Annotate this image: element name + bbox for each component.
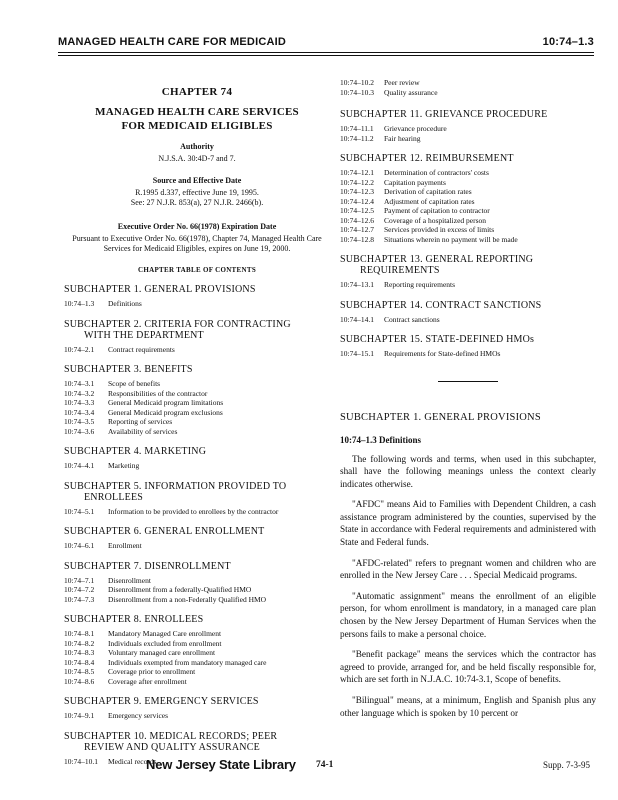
definition-paragraph: "AFDC" means Aid to Families with Dependent Children, a cash assistance program administered by the counties, supervised by the State in accordance with Federal requirements and administered with State and Federal funds.	[340, 499, 596, 548]
toc-entry-title: Quality assurance	[384, 87, 438, 97]
toc-entry	[64, 629, 330, 639]
toc-entry-number: 10:74–9.1	[64, 711, 95, 720]
toc-subchapter-entries	[64, 507, 330, 517]
toc-entry-title: Grievance procedure	[384, 124, 447, 133]
toc-entry-title: Mandatory Managed Care enrollment	[108, 629, 222, 638]
toc-entry	[340, 168, 596, 178]
toc-entry	[64, 345, 330, 355]
toc-entry	[340, 178, 596, 188]
definition-paragraph: "Automatic assignment" means the enrollment of an eligible person, for whom enrollment is mandatory, in a managed care plan chosen by the New Jersey Department of Human Services when the persons fails to make a personal choice.	[340, 590, 596, 639]
toc-left	[64, 284, 330, 766]
toc-entry	[340, 225, 596, 235]
toc-entry-title: Disenrollment	[108, 575, 151, 585]
toc-entry-title: General Medicaid program exclusions	[108, 407, 223, 417]
toc-entry-number: 10:74–12.7	[340, 225, 374, 234]
toc-entry	[64, 576, 330, 586]
toc-right-continued	[340, 78, 596, 97]
toc-entry	[64, 658, 330, 668]
toc-entry-number: 10:74–8.2	[64, 638, 95, 648]
toc-entry	[64, 585, 330, 595]
toc-entry-title: Medical records	[108, 756, 157, 766]
source-line1: R.1995 d.337, effective June 19, 1995.	[135, 188, 259, 197]
chapter-number: CHAPTER 74	[161, 86, 233, 98]
toc-entry-title: Coverage prior to enrollment	[108, 667, 196, 676]
toc-entry-number: 10:74–15.1	[340, 349, 374, 358]
toc-entry-title: Reporting requirements	[384, 280, 456, 289]
toc-entry-number: 10:74–8.6	[64, 676, 95, 686]
toc-subchapter-title-cont: REVIEW AND QUALITY ASSURANCE	[84, 741, 260, 753]
toc-entry-number: 10:74–10.1	[64, 756, 98, 766]
exec-order-text: Pursuant to Executive Order No. 66(1978), Chapter 74, Managed Health Care Services for Medicaid Eligibles, expires on June 19, 2000.	[72, 234, 322, 253]
toc-subchapter-title: SUBCHAPTER 2. CRITERIA FOR CONTRACTING	[64, 318, 291, 330]
toc-entry-number: 10:74–1.3	[64, 299, 95, 308]
toc-entry-title: Situations wherein no payment will be made	[384, 234, 518, 244]
toc-entry	[64, 379, 330, 389]
running-header	[58, 34, 594, 52]
toc-entry-title: Services provided in excess of limits	[384, 225, 495, 234]
toc-subchapter-title: SUBCHAPTER 9. EMERGENCY SERVICES	[64, 696, 259, 707]
toc-subchapter-entries	[340, 315, 596, 325]
toc-entry-number: 10:74–12.2	[340, 177, 374, 187]
toc-entry-title: Determination of contractors' costs	[384, 168, 489, 177]
toc-right	[340, 109, 596, 359]
toc-subchapter-title-cont: REQUIREMENTS	[360, 265, 440, 276]
toc-entry-title: Reporting of services	[108, 417, 173, 426]
toc-entry-title: Payment of capitation to contractor	[384, 206, 490, 215]
footer-library-stamp: New Jersey State Library	[146, 757, 296, 772]
toc-entry-number: 10:74–14.1	[340, 314, 374, 324]
toc-entry-number: 10:74–10.2	[340, 78, 374, 87]
toc-heading: CHAPTER TABLE OF CONTENTS	[137, 266, 257, 274]
toc-entry-number: 10:74–12.5	[340, 206, 374, 215]
toc-subchapter-title: SUBCHAPTER 8. ENROLLEES	[64, 614, 204, 625]
toc-entry-title: Contract sanctions	[384, 314, 440, 324]
toc-subchapter-title-cont: ENROLLEES	[84, 491, 144, 503]
toc-subchapter-entries	[64, 629, 330, 686]
toc-entry	[340, 88, 596, 98]
toc-subchapter-heading	[64, 526, 330, 537]
definition-paragraph: "AFDC-related" refers to pregnant women and children who are enrolled in the New Jersey Care . . . Special Medicaid programs.	[340, 557, 596, 581]
toc-subchapter-title-cont: WITH THE DEPARTMENT	[84, 329, 204, 341]
toc-entry-title: Peer review	[384, 78, 420, 87]
toc-subchapter-heading	[64, 731, 330, 753]
toc-entry-number: 10:74–12.8	[340, 234, 374, 244]
toc-subchapter-title: SUBCHAPTER 3. BENEFITS	[64, 364, 193, 375]
toc-entry-title: Adjustment of capitation rates	[384, 196, 475, 206]
toc-entry	[64, 417, 330, 427]
toc-subchapter-entries	[64, 345, 330, 355]
toc-subchapter-title: SUBCHAPTER 11. GRIEVANCE PROCEDURE	[340, 109, 548, 120]
toc-entry-number: 10:74–13.1	[340, 280, 374, 289]
toc-entry-number: 10:74–12.1	[340, 168, 374, 177]
toc-entry	[340, 315, 596, 325]
toc-entry-number: 10:74–3.2	[64, 388, 95, 398]
toc-entry-number: 10:74–8.1	[64, 629, 95, 638]
toc-entry-number: 10:74–2.1	[64, 344, 95, 354]
toc-entry-title: Contract requirements	[108, 344, 175, 354]
toc-entry-title: Responsibilities of the contractor	[108, 388, 208, 398]
toc-subchapter-heading	[64, 561, 330, 572]
toc-entry-title: Disenrollment from a non-Federally Qualified HMO	[108, 594, 267, 604]
toc-subchapter-entries	[64, 379, 330, 436]
toc-entry-title: Enrollment	[108, 541, 142, 550]
toc-entry-number: 10:74–3.5	[64, 417, 95, 426]
chapter-title-line1: MANAGED HEALTH CARE SERVICES	[95, 106, 299, 118]
toc-subchapter-heading	[64, 284, 330, 295]
toc-subchapter-title: SUBCHAPTER 4. MARKETING	[64, 446, 207, 457]
toc-entry-title: Disenrollment from a federally-Qualified HMO	[108, 585, 252, 594]
toc-entry	[340, 206, 596, 216]
toc-entry-title: General Medicaid program limitations	[108, 398, 224, 407]
toc-subchapter-heading	[64, 364, 330, 375]
toc-entry-title: Individuals excluded from enrollment	[108, 638, 222, 648]
toc-entry-title: Scope of benefits	[108, 379, 161, 388]
toc-subchapter-title: SUBCHAPTER 15. STATE-DEFINED HMOs	[340, 334, 535, 345]
toc-subchapter-entries	[64, 541, 330, 551]
toc-entry	[64, 408, 330, 418]
toc-entry	[64, 667, 330, 677]
toc-entry	[64, 541, 330, 551]
toc-subchapter-title: SUBCHAPTER 13. GENERAL REPORTING	[340, 254, 534, 265]
toc-subchapter-heading	[64, 481, 330, 503]
toc-entry	[340, 280, 596, 290]
toc-subchapter-entries	[64, 299, 330, 309]
toc-entry-number: 10:74–3.4	[64, 407, 95, 417]
toc-entry-number: 10:74–10.3	[340, 87, 374, 97]
header-title: MANAGED HEALTH CARE FOR MEDICAID	[58, 36, 287, 48]
toc-entry	[64, 461, 330, 471]
toc-entry	[340, 197, 596, 207]
toc-entry-number: 10:74–5.1	[64, 506, 95, 516]
toc-subchapter-title: SUBCHAPTER 10. MEDICAL RECORDS; PEER	[64, 730, 278, 742]
toc-subchapter-title: SUBCHAPTER 6. GENERAL ENROLLMENT	[64, 526, 265, 537]
toc-entry	[340, 235, 596, 245]
toc-entry-number: 10:74–12.3	[340, 187, 374, 196]
toc-entry	[340, 187, 596, 197]
header-rule-bottom	[58, 55, 594, 56]
chapter-title-line2: FOR MEDICAID ELIGIBLES	[121, 120, 273, 132]
toc-entry-number: 10:74–7.2	[64, 585, 95, 594]
exec-order-heading: Executive Order No. 66(1978) Expiration Date	[117, 222, 277, 231]
right-column	[340, 78, 596, 719]
toc-subchapter-entries	[64, 461, 330, 471]
toc-entry	[340, 349, 596, 359]
toc-entry	[64, 389, 330, 399]
toc-subchapter-heading	[340, 334, 596, 345]
toc-entry-number: 10:74–6.1	[64, 541, 95, 550]
toc-entry	[64, 648, 330, 658]
source-line2: See: 27 N.J.R. 853(a), 27 N.J.R. 2466(b).	[130, 198, 264, 207]
toc-entry	[64, 639, 330, 649]
toc-entry-number: 10:74–11.2	[340, 133, 374, 143]
toc-subchapter-heading	[340, 153, 596, 164]
toc-entry-number: 10:74–12.6	[340, 215, 374, 225]
toc-subchapter-entries	[340, 349, 596, 359]
toc-entry-title: Availability of services	[108, 426, 178, 436]
toc-entry-title: Capitation payments	[384, 177, 446, 187]
toc-entry-number: 10:74–8.5	[64, 667, 95, 676]
toc-subchapter-title: SUBCHAPTER 7. DISENROLLMENT	[64, 560, 231, 572]
toc-subchapter-entries	[64, 576, 330, 605]
toc-entry-number: 10:74–7.1	[64, 575, 95, 585]
toc-entry-title: Coverage of a hospitalized person	[384, 215, 487, 225]
body-subchapter-heading: SUBCHAPTER 1. GENERAL PROVISIONS	[340, 411, 541, 423]
toc-entry	[340, 124, 596, 134]
toc-entry-title: Fair hearing	[384, 133, 421, 143]
toc-subchapter-title: SUBCHAPTER 1. GENERAL PROVISIONS	[64, 284, 256, 295]
toc-entry	[64, 427, 330, 437]
toc-subchapter-heading	[340, 109, 596, 120]
toc-entry-number: 10:74–3.1	[64, 379, 95, 388]
toc-subchapter-entries	[340, 124, 596, 143]
toc-entry-number: 10:74–7.3	[64, 594, 95, 604]
toc-entry-title: Information to be provided to enrollees by the contractor	[108, 506, 279, 516]
toc-entry-title: Coverage after enrollment	[108, 676, 187, 686]
toc-entry-number: 10:74–8.4	[64, 657, 95, 667]
definition-paragraph: The following words and terms, when used in this subchapter, shall have the following meanings unless the context clearly indicates otherwise.	[340, 453, 596, 489]
toc-entry-number: 10:74–11.1	[340, 124, 374, 133]
toc-subchapter-heading	[64, 696, 330, 707]
source-heading: Source and Effective Date	[152, 176, 242, 185]
header-section: 10:74–1.3	[542, 36, 594, 48]
toc-entry-number: 10:74–3.6	[64, 426, 95, 436]
toc-entry	[64, 595, 330, 605]
left-column	[64, 78, 330, 766]
definition-paragraph: "Benefit package" means the services which the contractor has agreed to provide, arranged for, and be held fiscally responsible for, which are set forth in N.J.A.C. 10:74-3.1, Scope of benefits.	[340, 649, 596, 685]
section-divider	[438, 381, 498, 382]
footer-supplement: Supp. 7-3-95	[543, 760, 590, 770]
toc-entry	[64, 677, 330, 687]
toc-entry-number: 10:74–3.3	[64, 398, 95, 407]
definitions-body	[340, 453, 596, 720]
toc-subchapter-heading	[340, 300, 596, 311]
toc-entry-title: Emergency services	[108, 711, 169, 720]
chapter-title	[64, 105, 330, 133]
toc-entry-title: Individuals exempted from mandatory managed care	[108, 657, 267, 667]
toc-entry	[340, 134, 596, 144]
authority-heading: Authority	[180, 142, 214, 151]
toc-subchapter-heading	[64, 446, 330, 457]
authority-text: N.J.S.A. 30:4D-7 and 7.	[158, 154, 236, 163]
toc-entry-title: Derivation of capitation rates	[384, 187, 472, 196]
toc-entry	[340, 216, 596, 226]
toc-entry	[64, 398, 330, 408]
toc-entry-title: Definitions	[108, 299, 142, 308]
toc-entry-number: 10:74–8.3	[64, 648, 95, 657]
definitions-heading: 10:74–1.3 Definitions	[340, 434, 421, 445]
toc-subchapter-title: SUBCHAPTER 12. REIMBURSEMENT	[340, 153, 514, 164]
toc-entry-number: 10:74–12.4	[340, 196, 374, 206]
toc-subchapter-entries	[64, 711, 330, 721]
toc-subchapter-heading	[340, 254, 596, 276]
toc-subchapter-title: SUBCHAPTER 5. INFORMATION PROVIDED TO	[64, 480, 287, 492]
toc-entry	[64, 711, 330, 721]
toc-entry-number: 10:74–4.1	[64, 461, 95, 470]
toc-subchapter-title: SUBCHAPTER 14. CONTRACT SANCTIONS	[340, 299, 542, 311]
toc-entry-title: Requirements for State-defined HMOs	[384, 349, 501, 358]
toc-subchapter-entries	[340, 168, 596, 244]
toc-subchapter-heading	[64, 319, 330, 341]
toc-entry	[64, 299, 330, 309]
definition-paragraph: "Bilingual" means, at a minimum, English and Spanish plus any other language which is spoken by 10 percent or	[340, 695, 596, 718]
footer-page-number: 74-1	[316, 760, 334, 770]
toc-subchapter-heading	[64, 614, 330, 625]
toc-entry-title: Voluntary managed care enrollment	[108, 648, 216, 657]
header-rule-top	[58, 52, 594, 53]
toc-entry-title: Marketing	[108, 461, 140, 470]
toc-subchapter-entries	[340, 280, 596, 290]
toc-entry	[64, 507, 330, 517]
toc-entry	[340, 78, 596, 88]
